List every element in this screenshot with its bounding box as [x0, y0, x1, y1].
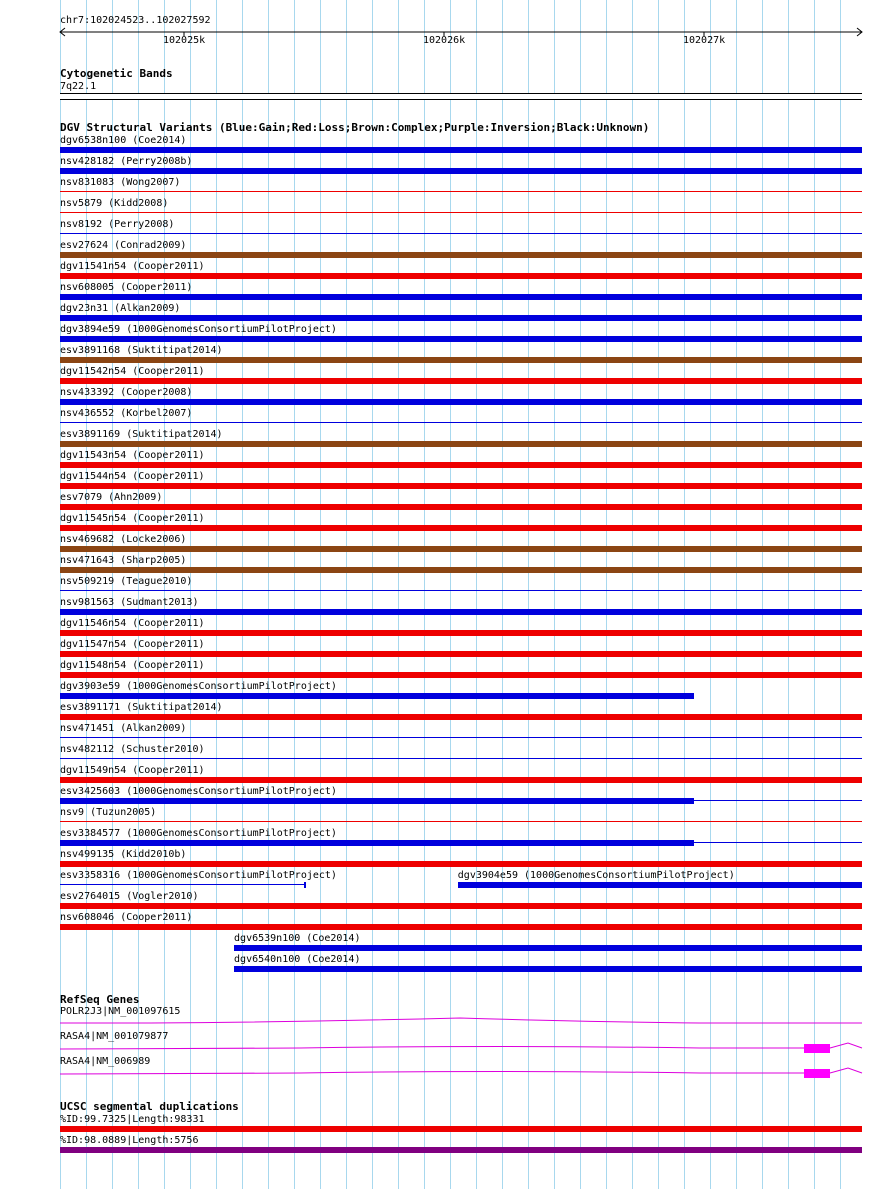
dgv-variant-bar[interactable] — [60, 884, 305, 885]
dgv-variant-label[interactable]: dgv11548n54 (Cooper2011) — [60, 660, 205, 671]
segdup-bar[interactable] — [60, 1126, 862, 1132]
dgv-variant-bar[interactable] — [60, 422, 862, 423]
dgv-variant-label[interactable]: dgv11545n54 (Cooper2011) — [60, 513, 205, 524]
gene-label[interactable]: RASA4|NM_001079877 — [60, 1031, 169, 1042]
dgv-variant-bar[interactable] — [60, 462, 862, 468]
dgv-variant-label[interactable]: esv2764015 (Vogler2010) — [60, 891, 199, 902]
dgv-variant-bar[interactable] — [60, 441, 862, 447]
dgv-variant-bar[interactable] — [234, 966, 862, 972]
dgv-variant-bar[interactable] — [60, 504, 862, 510]
segdup-track-title: UCSC segmental duplications — [60, 1100, 239, 1113]
dgv-variant-label[interactable]: esv3891171 (Suktitipat2014) — [60, 702, 223, 713]
dgv-variant-label[interactable]: esv3891169 (Suktitipat2014) — [60, 429, 223, 440]
dgv-variant-bar[interactable] — [60, 590, 862, 591]
dgv-variant-label[interactable]: nsv608046 (Cooper2011) — [60, 912, 193, 923]
cytoband-bar[interactable] — [60, 93, 862, 100]
dgv-variant-label[interactable]: nsv981563 (Sudmant2013) — [60, 597, 199, 608]
dgv-variant-label[interactable]: nsv499135 (Kidd2010b) — [60, 849, 187, 860]
dgv-variant-bar[interactable] — [60, 903, 862, 909]
dgv-variant-label[interactable]: dgv11544n54 (Cooper2011) — [60, 471, 205, 482]
dgv-variant-bar[interactable] — [60, 294, 862, 300]
gene-feature[interactable] — [0, 1014, 890, 1028]
dgv-variant-label[interactable]: dgv6539n100 (Coe2014) — [234, 933, 361, 944]
dgv-variant-label[interactable]: dgv11543n54 (Cooper2011) — [60, 450, 205, 461]
dgv-variant-bar[interactable] — [60, 651, 862, 657]
ruler-tick-label: 102027k — [683, 35, 726, 46]
dgv-variant-bar[interactable] — [60, 399, 862, 405]
dgv-variant-bar[interactable] — [60, 714, 862, 720]
dgv-variant-bar[interactable] — [60, 546, 862, 552]
segdup-label[interactable]: %ID:98.0889|Length:5756 — [60, 1135, 199, 1146]
dgv-variant-bar[interactable] — [60, 821, 862, 822]
dgv-variant-bar[interactable] — [60, 693, 694, 699]
ruler-location: chr7:102024523..102027592 — [60, 15, 211, 26]
dgv-variant-bar[interactable] — [60, 567, 862, 573]
dgv-variant-label[interactable]: dgv11547n54 (Cooper2011) — [60, 639, 205, 650]
dgv-variant-bar[interactable] — [60, 357, 862, 363]
dgv-variant-bar[interactable] — [60, 777, 862, 783]
dgv-variant-bar[interactable] — [60, 737, 862, 738]
dgv-variant-label[interactable]: nsv471451 (Alkan2009) — [60, 723, 187, 734]
gene-feature[interactable] — [0, 1064, 890, 1082]
dgv-variant-label[interactable]: nsv471643 (Sharp2005) — [60, 555, 187, 566]
dgv-variant-label[interactable]: esv3358316 (1000GenomesConsortiumPilotProject) — [60, 870, 337, 881]
dgv-variant-label[interactable]: dgv11542n54 (Cooper2011) — [60, 366, 205, 377]
dgv-variant-bar[interactable] — [60, 378, 862, 384]
dgv-variant-bar[interactable] — [60, 212, 862, 213]
dgv-variant-bar[interactable] — [60, 315, 862, 321]
dgv-variant-bar[interactable] — [60, 147, 862, 153]
dgv-variant-bar[interactable] — [234, 945, 862, 951]
dgv-variant-bar[interactable] — [60, 630, 862, 636]
dgv-variant-label[interactable]: esv3425603 (1000GenomesConsortiumPilotProject) — [60, 786, 337, 797]
gene-exon[interactable] — [804, 1044, 830, 1053]
dgv-variant-bar[interactable] — [60, 233, 862, 234]
dgv-variant-label[interactable]: esv3384577 (1000GenomesConsortiumPilotProject) — [60, 828, 337, 839]
dgv-variant-label[interactable]: esv7079 (Ahn2009) — [60, 492, 163, 503]
dgv-variant-label[interactable]: dgv23n31 (Alkan2009) — [60, 303, 181, 314]
cytoband-label: 7q22.1 — [60, 81, 97, 92]
dgv-variant-thin-segment[interactable] — [694, 800, 862, 801]
dgv-variant-label[interactable]: dgv6538n100 (Coe2014) — [60, 135, 187, 146]
dgv-variant-label[interactable]: dgv6540n100 (Coe2014) — [234, 954, 361, 965]
gene-label[interactable]: RASA4|NM_006989 — [60, 1056, 151, 1067]
dgv-variant-label[interactable]: nsv5879 (Kidd2008) — [60, 198, 169, 209]
dgv-variant-label[interactable]: nsv436552 (Korbel2007) — [60, 408, 193, 419]
gene-label[interactable]: POLR2J3|NM_001097615 — [60, 1006, 181, 1017]
dgv-variant-end-tick[interactable] — [304, 882, 306, 888]
dgv-variant-bar[interactable] — [60, 798, 694, 804]
dgv-variant-label[interactable]: dgv3894e59 (1000GenomesConsortiumPilotProject) — [60, 324, 337, 335]
dgv-variant-label[interactable]: esv27624 (Conrad2009) — [60, 240, 187, 251]
dgv-variant-bar[interactable] — [60, 273, 862, 279]
dgv-variant-label[interactable]: nsv482112 (Schuster2010) — [60, 744, 205, 755]
dgv-variant-label[interactable]: nsv509219 (Teague2010) — [60, 576, 193, 587]
dgv-variant-label[interactable]: dgv3903e59 (1000GenomesConsortiumPilotProject) — [60, 681, 337, 692]
dgv-variant-label[interactable]: nsv831083 (Wong2007) — [60, 177, 181, 188]
dgv-variant-bar[interactable] — [60, 336, 862, 342]
dgv-variant-label[interactable]: dgv11541n54 (Cooper2011) — [60, 261, 205, 272]
dgv-track-title: DGV Structural Variants (Blue:Gain;Red:Loss;Brown:Complex;Purple:Inversion;Black:Unknown) — [60, 121, 650, 134]
ruler-tick-label: 102026k — [423, 35, 466, 46]
dgv-variant-label[interactable]: nsv428182 (Perry2008b) — [60, 156, 193, 167]
dgv-variant-label[interactable]: dgv11546n54 (Cooper2011) — [60, 618, 205, 629]
dgv-variant-label[interactable]: nsv608005 (Cooper2011) — [60, 282, 193, 293]
dgv-variant-label[interactable]: dgv3904e59 (1000GenomesConsortiumPilotProject) — [457, 870, 735, 881]
dgv-variant-bar[interactable] — [60, 861, 862, 867]
dgv-variant-bar[interactable] — [60, 672, 862, 678]
ruler-tick-label: 102025k — [163, 35, 206, 46]
segdup-label[interactable]: %ID:99.7325|Length:98331 — [60, 1114, 205, 1125]
segdup-bar[interactable] — [60, 1147, 862, 1153]
dgv-variant-bar[interactable] — [60, 252, 862, 258]
dgv-variant-label[interactable]: nsv469682 (Locke2006) — [60, 534, 187, 545]
dgv-variant-label[interactable]: esv3891168 (Suktitipat2014) — [60, 345, 223, 356]
refseq-track-title: RefSeq Genes — [60, 993, 140, 1006]
cytoband-track-title: Cytogenetic Bands — [60, 67, 173, 80]
dgv-variant-bar[interactable] — [60, 758, 862, 759]
dgv-variant-label[interactable]: nsv8192 (Perry2008) — [60, 219, 175, 230]
dgv-variant-bar[interactable] — [60, 840, 694, 846]
gene-exon[interactable] — [804, 1069, 830, 1078]
dgv-variant-label[interactable]: nsv433392 (Cooper2008) — [60, 387, 193, 398]
dgv-variant-label[interactable]: nsv9 (Tuzun2005) — [60, 807, 157, 818]
dgv-variant-bar[interactable] — [60, 483, 862, 489]
dgv-variant-bar[interactable] — [60, 609, 862, 615]
gene-feature[interactable] — [0, 1040, 890, 1056]
dgv-variant-bar[interactable] — [60, 525, 862, 531]
dgv-variant-bar[interactable] — [60, 168, 862, 174]
dgv-variant-bar[interactable] — [60, 191, 862, 192]
dgv-variant-bar[interactable] — [60, 924, 862, 930]
dgv-variant-bar[interactable] — [458, 882, 862, 888]
dgv-variant-label[interactable]: dgv11549n54 (Cooper2011) — [60, 765, 205, 776]
dgv-variant-thin-segment[interactable] — [694, 842, 862, 843]
